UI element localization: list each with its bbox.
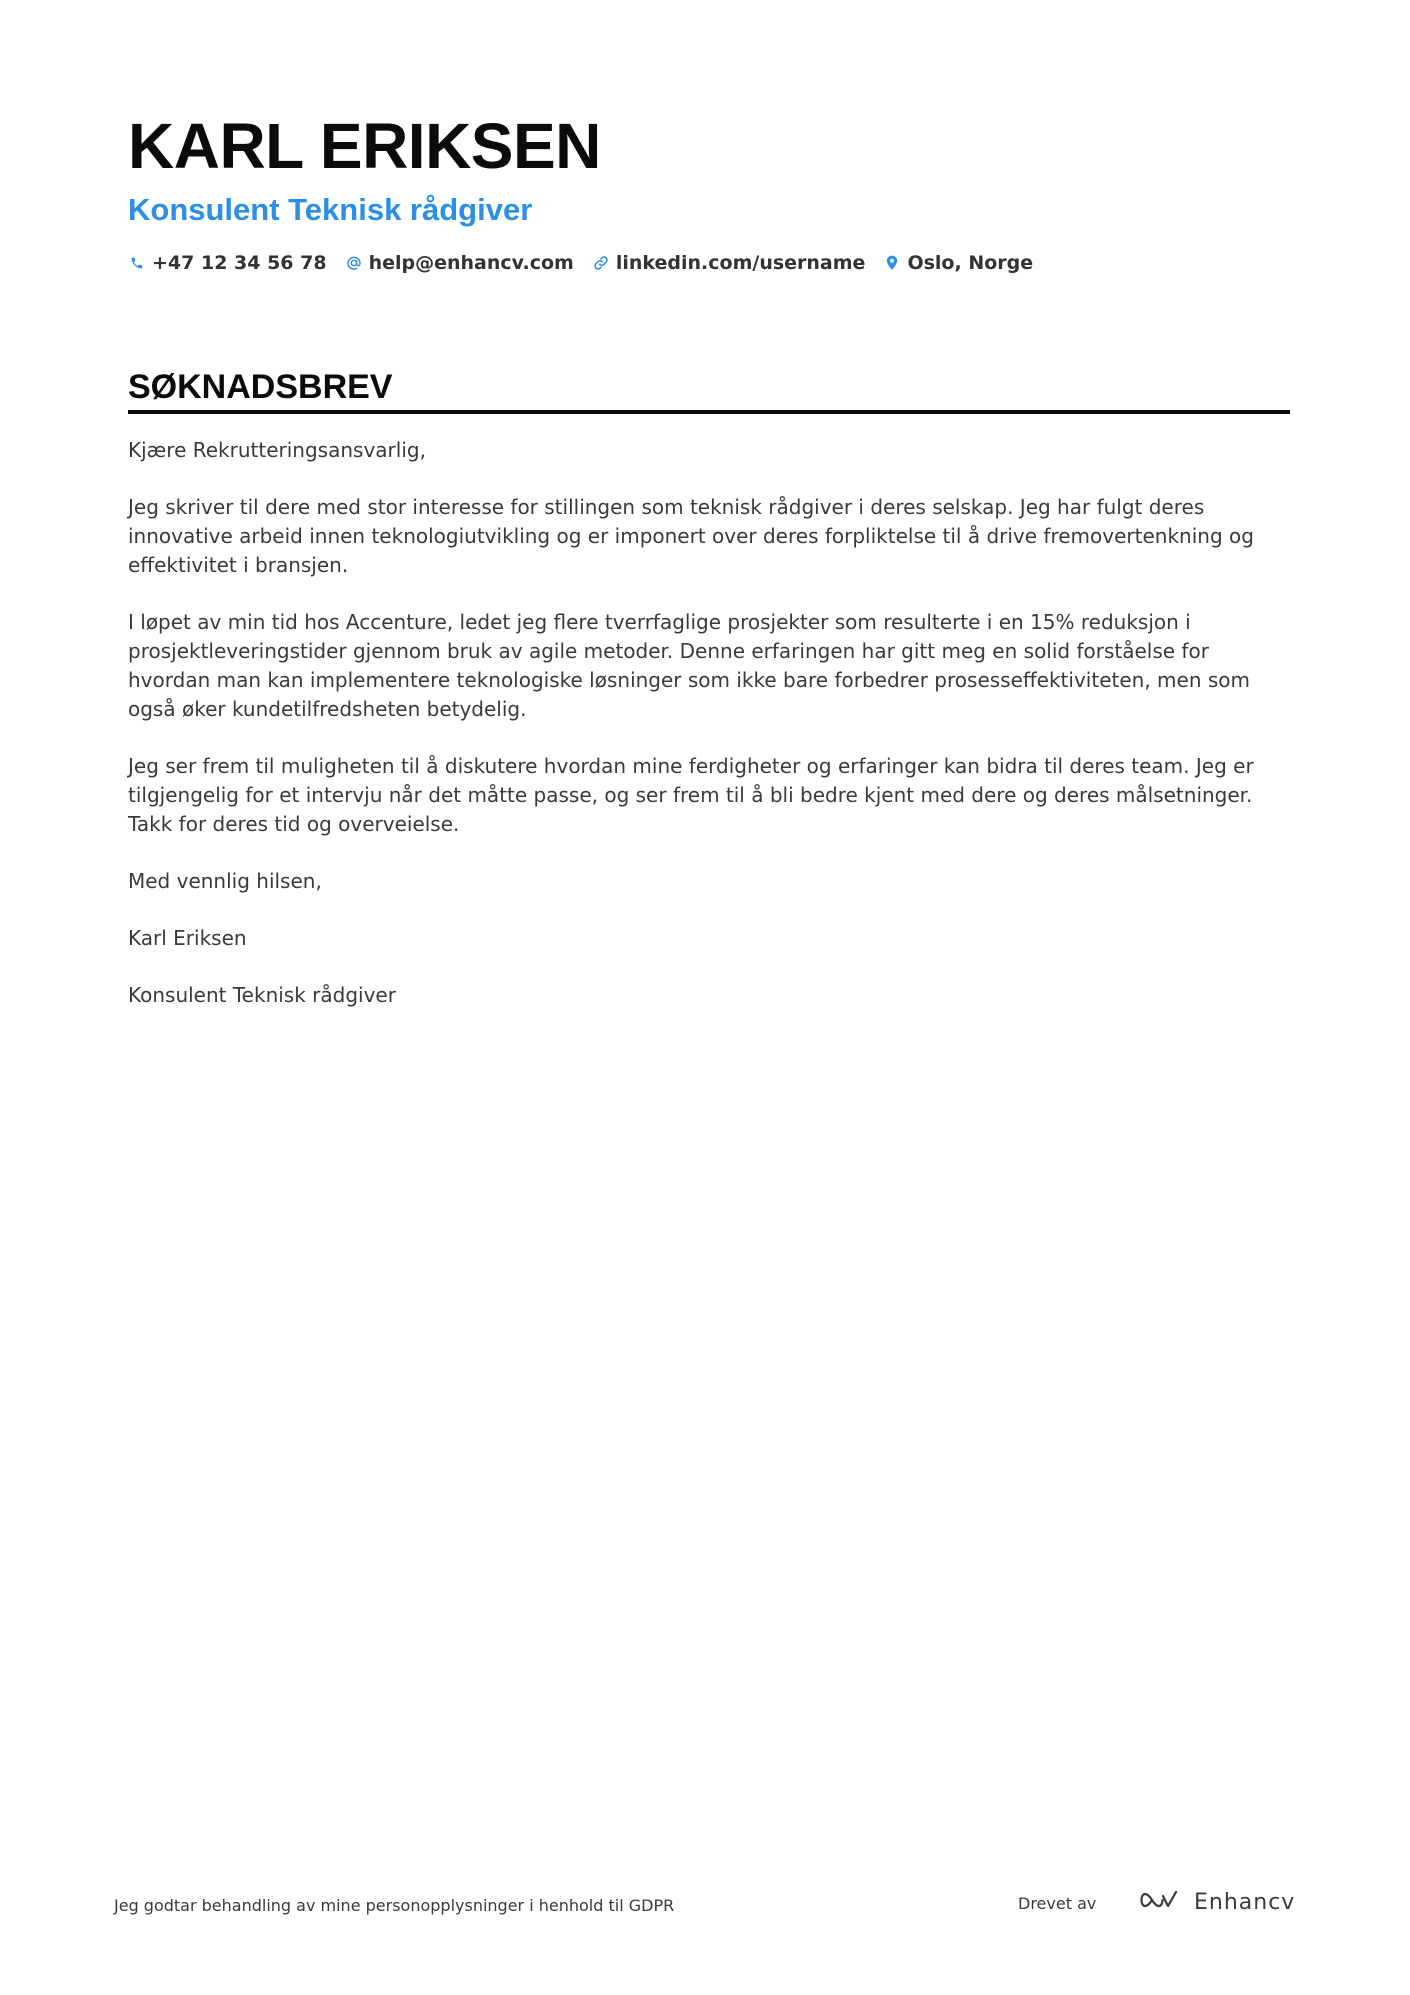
link-icon xyxy=(592,254,610,272)
enhancv-brand-link[interactable] xyxy=(1140,1886,1295,1918)
candidate-name: KARL ERIKSEN xyxy=(128,110,601,182)
letter-paragraph: Jeg ser frem til muligheten til å diskutere hvordan mine ferdigheter og erfaringer kan bidra til deres team. Jeg er tilgjengelig for et intervju når det måtte passe, og ser frem til å bli bedre kjent med dere og deres målsetninger. Takk for deres tid og overveielse. xyxy=(128,754,1254,836)
powered-by-label: Drevet av xyxy=(1018,1894,1097,1913)
letter-paragraph: I løpet av min tid hos Accenture, ledet jeg flere tverrfaglige prosjekter som resulterte i en 15% reduksjon i prosjektleveringstider gjennom bruk av agile metoder. Denne erfaringen har gitt meg en solid forståelse for hvordan man kan implementere teknologiske løsninger som ikke bare forbedrer prosesseffektiviteten, men som også øker kundetilfredsheten betydelig. xyxy=(128,610,1250,721)
enhancv-logo-icon xyxy=(1140,1888,1186,1916)
phone-icon xyxy=(128,254,146,272)
resume-header xyxy=(128,108,1288,274)
contact-linkedin[interactable] xyxy=(592,252,866,274)
signature-name: Karl Eriksen xyxy=(128,926,247,950)
at-icon xyxy=(345,254,363,272)
letter-body xyxy=(128,436,1288,1010)
cover-letter-section xyxy=(128,366,1290,1038)
letter-paragraph: Jeg skriver til dere med stor interesse for stillingen som teknisk rådgiver i deres selskap. Jeg har fulgt deres innovative arbeid innen teknologiutvikling og er imponert over deres forpliktelse til å drive fremovertenkning og effektivitet i bransjen. xyxy=(128,495,1254,577)
candidate-role: Konsulent Teknisk rådgiver xyxy=(128,192,533,227)
contact-location xyxy=(883,252,1033,274)
contact-email-text: help@enhancv.com xyxy=(368,252,574,274)
contact-phone-text: +47 12 34 56 78 xyxy=(152,252,327,274)
contact-location-text: Oslo, Norge xyxy=(907,252,1034,274)
contact-phone[interactable] xyxy=(128,252,327,274)
contact-linkedin-text: linkedin.com/username xyxy=(615,252,866,274)
section-title: SØKNADSBREV xyxy=(128,366,1290,414)
letter-greeting: Kjære Rekrutteringsansvarlig, xyxy=(128,438,426,462)
location-pin-icon xyxy=(883,254,901,272)
signature-title: Konsulent Teknisk rådgiver xyxy=(128,983,396,1007)
gdpr-consent-text: Jeg godtar behandling av mine personopplysninger i henhold til GDPR xyxy=(114,1896,675,1915)
contact-bar xyxy=(128,252,1288,274)
page-footer xyxy=(114,1886,1294,1926)
contact-email[interactable] xyxy=(345,252,574,274)
letter-closing: Med vennlig hilsen, xyxy=(128,869,322,893)
enhancv-brand-name: Enhancv xyxy=(1194,1889,1296,1915)
